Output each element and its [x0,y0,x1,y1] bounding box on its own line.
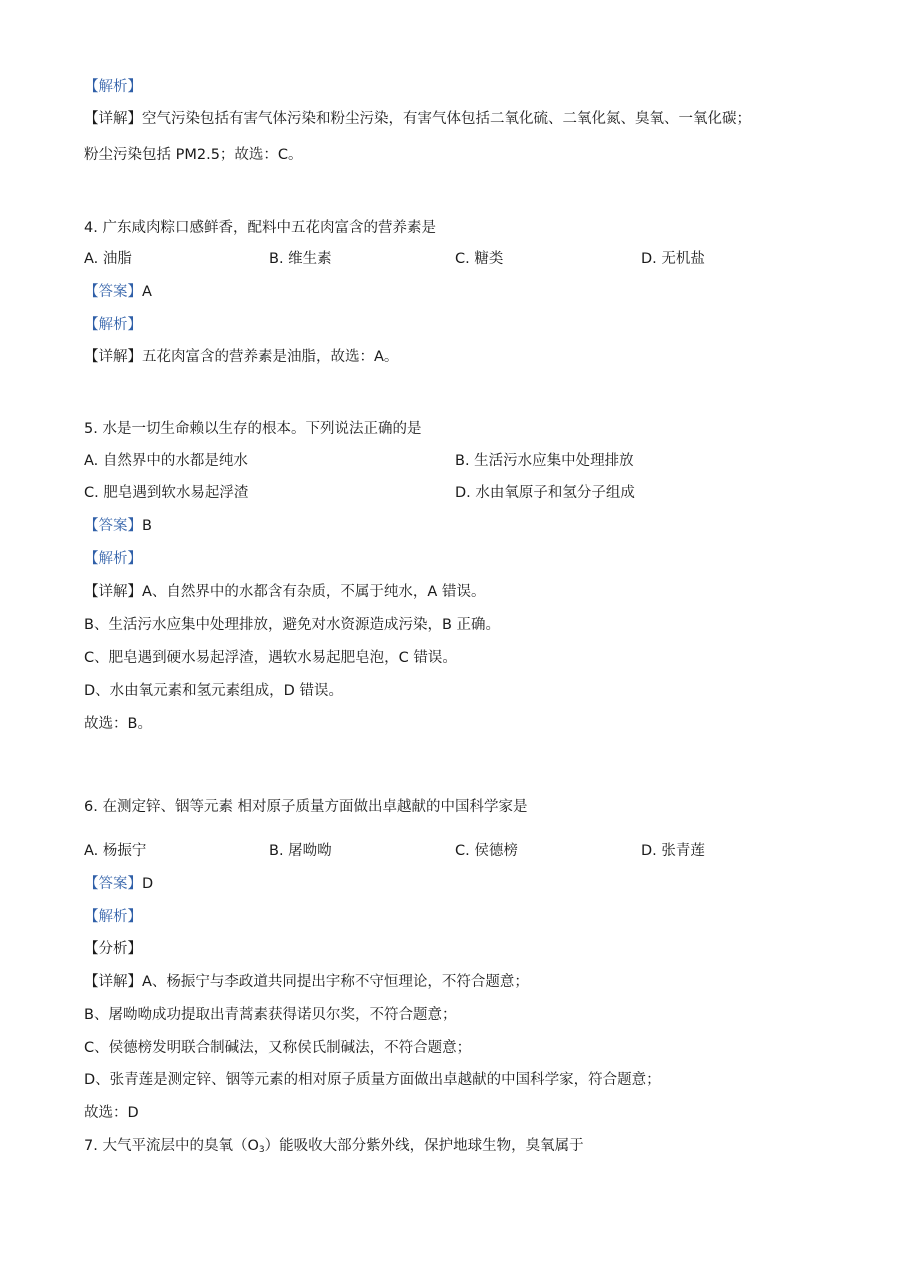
q5-analysis-tag: 【解析】 [84,551,142,567]
q6-option-b: B. 屠呦呦 [269,843,332,859]
q4-question: 4. 广东咸肉粽口感鲜香，配料中五花肉富含的营养素是 [84,220,436,236]
q5-answer-line [84,516,152,536]
q6-detail-line-2: B、屠呦呦成功提取出青蒿素获得诺贝尔奖，不符合题意； [84,1007,457,1023]
q6-detail-text-1: A、杨振宁与李政道共同提出宇称不守恒理论，不符合题意； [142,974,529,990]
q5-option-d: D. 水由氧原子和氢分子组成 [455,485,635,501]
q4-option-a: A. 油脂 [84,251,132,267]
q6-answer-line [84,874,153,894]
q3-analysis-tag: 【解析】 [84,79,142,95]
q5-answer-tag: 【答案】 [84,518,142,534]
q5-detail-text-1: A、自然界中的水都含有杂质，不属于纯水，A 错误。 [142,584,486,600]
q7-question-subscript: 3 [258,1145,265,1155]
q5-detail-line-5: 故选：B。 [84,716,152,732]
q6-detail-line-5: 故选：D [84,1105,139,1121]
q4-detail-tag: 【详解】 [84,349,142,365]
q5-option-a: A. 自然界中的水都是纯水 [84,453,248,469]
q7-question-pre: 7. 大气平流层中的臭氧（O [84,1138,259,1154]
q4-detail-text: 五花肉富含的营养素是油脂，故选：A。 [142,349,399,365]
q6-question: 6. 在测定锌、铟等元素 相对原子质量方面做出卓越献的中国科学家是 [84,799,528,815]
q5-detail-line-1 [84,582,485,602]
q7-question [84,1136,584,1160]
q4-option-b: B. 维生素 [269,251,332,267]
q6-detail-line-3: C、侯德榜发明联合制碱法，又称侯氏制碱法，不符合题意； [84,1040,472,1056]
q6-option-a: A. 杨振宁 [84,843,147,859]
q6-option-c: C. 侯德榜 [455,843,518,859]
q7-question-post: ）能吸收大部分紫外线，保护地球生物，臭氧属于 [264,1138,584,1154]
q4-analysis-tag: 【解析】 [84,317,142,333]
q5-detail-line-3: C、肥皂遇到硬水易起浮渣，遇软水易起肥皂泡，C 错误。 [84,650,457,666]
q6-analysis-sub-tag: 【分析】 [84,941,142,957]
q3-detail-text-1: 空气污染包括有害气体污染和粉尘污染，有害气体包括二氧化硫、二氧化氮、臭氧、一氧化碳； [142,111,751,127]
q6-analysis-tag: 【解析】 [84,909,142,925]
q4-answer-line [84,282,152,302]
q3-detail-line-2: 粉尘污染包括 PM2.5；故选：C。 [84,147,303,163]
q5-detail-tag: 【详解】 [84,584,142,600]
q6-detail-line-1 [84,972,529,992]
q6-option-d: D. 张青莲 [641,843,705,859]
q5-option-b: B. 生活污水应集中处理排放 [455,453,634,469]
q5-answer: B [142,518,152,534]
q6-detail-tag: 【详解】 [84,974,142,990]
q5-option-c: C. 肥皂遇到软水易起浮渣 [84,485,249,501]
q4-answer-tag: 【答案】 [84,284,142,300]
q5-detail-line-4: D、水由氧元素和氢元素组成，D 错误。 [84,683,343,699]
q4-answer: A [142,284,152,300]
q3-detail-tag: 【详解】 [84,111,142,127]
q6-detail-line-4: D、张青莲是测定锌、铟等元素的相对原子质量方面做出卓越献的中国科学家，符合题意； [84,1072,661,1088]
q4-option-d: D. 无机盐 [641,251,705,267]
q5-detail-line-2: B、生活污水应集中处理排放，避免对水资源造成污染，B 正确。 [84,617,501,633]
q4-option-c: C. 糖类 [455,251,504,267]
q6-answer-tag: 【答案】 [84,876,142,892]
q4-detail-line [84,347,398,367]
q3-detail-line-1 [84,109,751,129]
q5-question: 5. 水是一切生命赖以生存的根本。下列说法正确的是 [84,421,422,437]
q6-answer: D [142,876,154,892]
